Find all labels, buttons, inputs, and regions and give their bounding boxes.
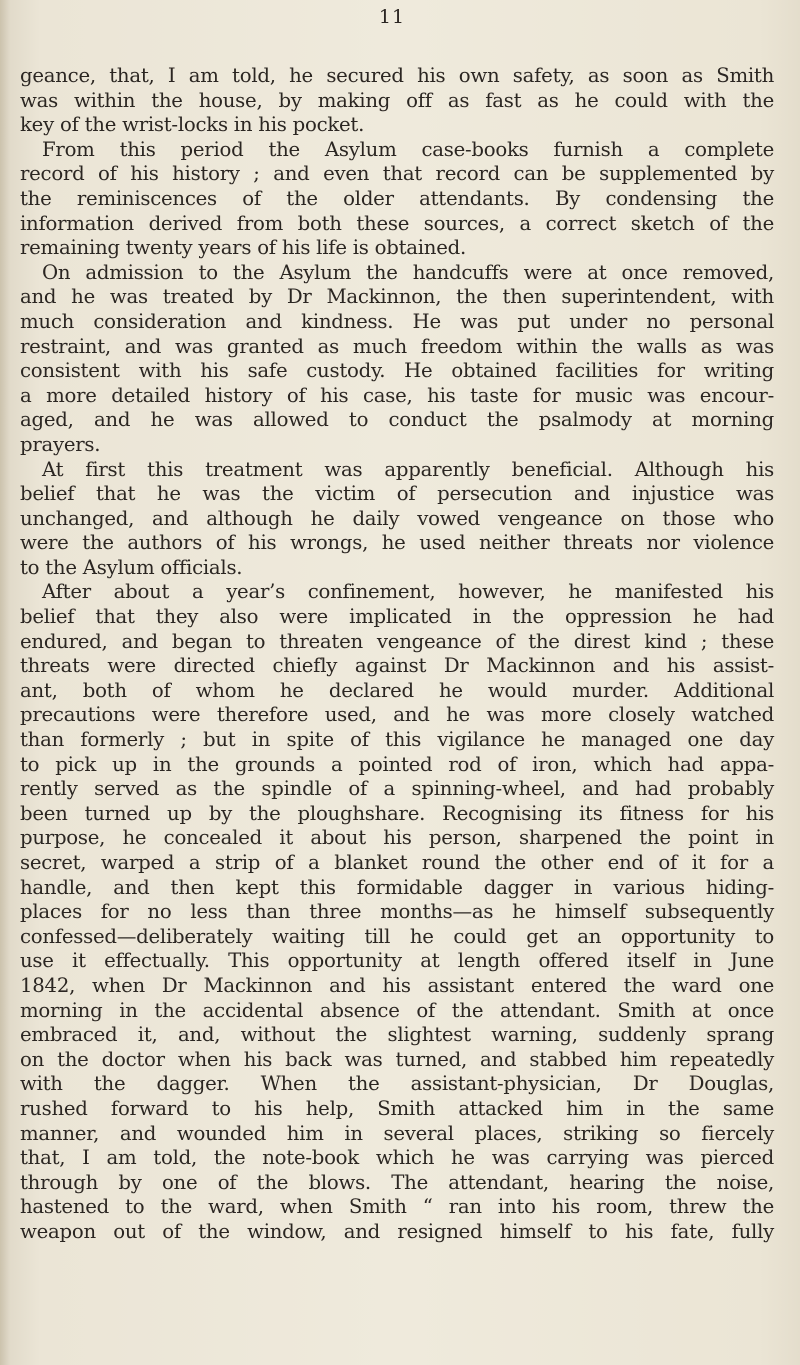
text-line: 1842, when Dr Mackinnon and his assistant entered the ward one [20, 973, 774, 997]
text-line: aged, and he was allowed to conduct the psalmody at morning [20, 408, 774, 432]
text-line: weapon out of the window, and resigned himself to his fate, fully [20, 1219, 774, 1243]
text-line: remaining twenty years of his life is obtained. [20, 236, 466, 260]
text-line: At first this treatment was apparently beneficial. Although his [42, 457, 774, 481]
text-line: on the doctor when his back was turned, and stabbed him repeatedly [20, 1047, 774, 1071]
text-line: and he was treated by Dr Mackinnon, the then superintendent, with [20, 285, 774, 309]
text-line: After about a year’s confinement, however, he manifested his [42, 580, 774, 604]
text-line: the reminiscences of the older attendants. By condensing the [20, 186, 774, 210]
text-line: handle, and then kept this formidable dagger in various hiding- [20, 875, 774, 899]
text-line: were the authors of his wrongs, he used neither threats nor violence [20, 531, 774, 555]
text-line: consistent with his safe custody. He obtained facilities for writing [20, 359, 774, 383]
text-line: record of his history ; and even that record can be supplemented by [20, 162, 774, 186]
text-line: From this period the Asylum case-books furnish a complete [42, 137, 774, 161]
text-line: purpose, he concealed it about his person, sharpened the point in [20, 826, 774, 850]
scan-shadow-edge [0, 0, 10, 1365]
text-line: threats were directed chiefly against Dr Mackinnon and his assist- [20, 654, 774, 678]
text-line: prayers. [20, 432, 101, 456]
text-line: secret, warped a strip of a blanket round the other end of it for a [20, 851, 774, 874]
text-line: manner, and wounded him in several places, striking so fiercely [20, 1121, 774, 1145]
text-line: confessed—deliberately waiting till he could get an opportunity to [20, 924, 774, 948]
text-line: belief that he was the victim of persecution and injustice was [20, 482, 774, 506]
text-line: restraint, and was granted as much freedom within the walls as was [20, 334, 774, 358]
text-line: through by one of the blows. The attendant, hearing the noise, [20, 1170, 774, 1194]
text-line: hastened to the ward, when Smith “ ran into his room, threw the [20, 1195, 774, 1219]
body-text [20, 64, 774, 1245]
text-line: that, I am told, the note-book which he was carrying was pierced [20, 1146, 774, 1170]
text-line: endured, and began to threaten vengeance of the direst kind ; these [20, 629, 774, 653]
text-line: rushed forward to his help, Smith attacked him in the same [20, 1096, 774, 1120]
text-line: been turned up by the ploughshare. Recognising its fitness for his [20, 801, 774, 825]
text-line: rently served as the spindle of a spinning-wheel, and had probably [20, 777, 774, 801]
text-line: a more detailed history of his case, his taste for music was encour- [20, 383, 774, 407]
text-line: use it effectually. This opportunity at length offered itself in June [20, 949, 774, 973]
text-line: places for no less than three months—as he himself subsequently [20, 900, 774, 924]
text-line: On admission to the Asylum the handcuffs were at once removed, [42, 260, 774, 284]
text-line: ant, both of whom he declared he would murder. Additional [20, 678, 774, 702]
text-line: to pick up in the grounds a pointed rod of iron, which had appa- [20, 752, 774, 776]
text-line: was within the house, by making off as fast as he could with the [20, 88, 774, 112]
text-line: key of the wrist-locks in his pocket. [20, 113, 365, 137]
text-line: with the dagger. When the assistant-physician, Dr Douglas, [20, 1072, 774, 1096]
text-line: much consideration and kindness. He was put under no personal [20, 309, 774, 333]
text-line: to the Asylum officials. [20, 555, 243, 579]
text-line: embraced it, and, without the slightest warning, suddenly sprang [20, 1023, 774, 1047]
text-line: belief that they also were implicated in the oppression he had [20, 605, 774, 629]
text-line: precautions were therefore used, and he was more closely watched [20, 703, 774, 727]
text-line: unchanged, and although he daily vowed vengeance on those who [20, 506, 774, 530]
text-line: information derived from both these sources, a correct sketch of the [20, 211, 774, 235]
text-line: geance, that, I am told, he secured his own safety, as soon as Smith [20, 64, 774, 87]
page-number: 11 [378, 6, 406, 28]
text-line: morning in the accidental absence of the attendant. Smith at once [20, 998, 774, 1022]
text-line: than formerly ; but in spite of this vigilance he managed one day [20, 728, 774, 752]
